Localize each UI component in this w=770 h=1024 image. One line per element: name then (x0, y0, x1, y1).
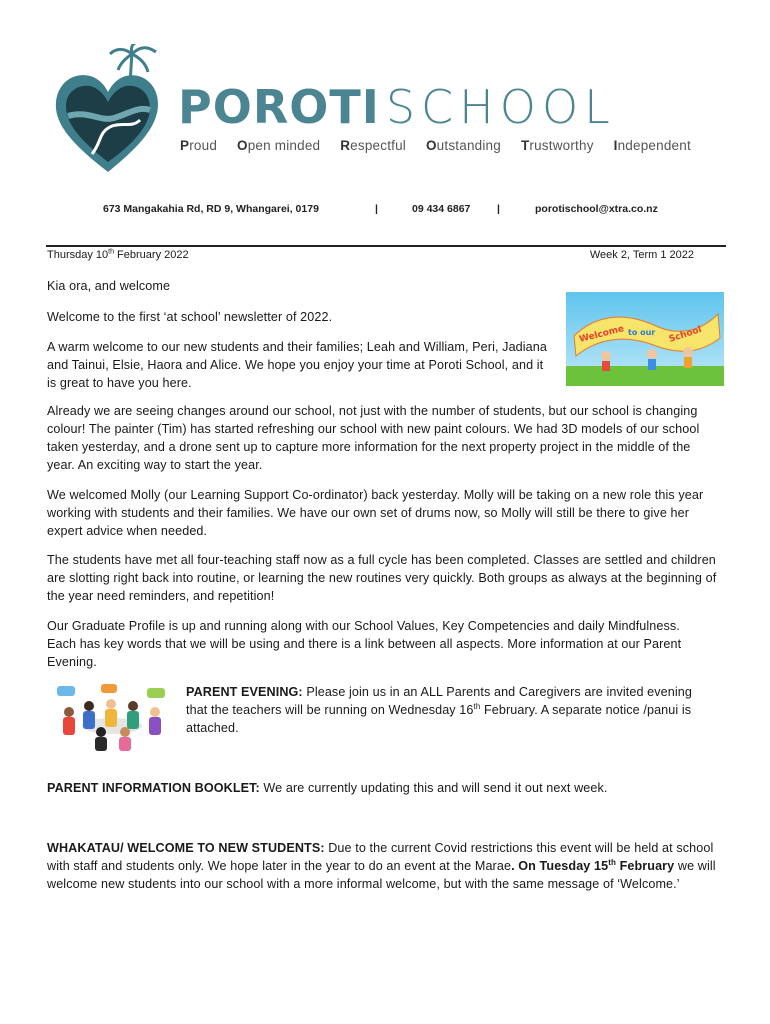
paragraph-changes: Already we are seeing changes around our school, not just with the number of students, but our school is changing colour! The painter (Tim) has started refreshing our school with new paint colours. We had 3D models of our school taken yesterday, and a drone sent up to capture more information for the next property project in the middle of the year. An exciting way to start the year. (47, 404, 700, 472)
newsletter-date: Thursday 10th February 2022 (47, 248, 189, 261)
term-week: Week 2, Term 1 2022 (589, 249, 694, 261)
email-link[interactable]: porotischool@xtra.co.nz (535, 203, 658, 215)
value-outstanding: Outstanding (425, 138, 501, 153)
greeting: Kia ora, and welcome (47, 279, 171, 293)
whakatau-heading: WHAKATAU/ WELCOME TO NEW STUDENTS: (47, 841, 325, 855)
value-respectful: Respectful (340, 138, 407, 153)
paragraph-graduate-profile: Our Graduate Profile is up and running along with our School Values, Key Competencies and daily Mindfulness. Each has key words that we will be using and there is a link between all aspects. More information at our Parent Evening. (47, 619, 682, 669)
separator-1: | (375, 203, 378, 215)
whakatau-notice: WHAKATAU/ WELCOME TO NEW STUDENTS: Due to the current Covid restrictions this event will be held at school with staff and students only. We hope later in the year to do an event at the Marae. On Tuesday 15th February we will welcome new students into our school with a more informal welcome, but with the same message of ‘Welcome.’ (47, 841, 716, 891)
value-independent: Independent (613, 138, 691, 153)
svg-text:to our: to our (628, 328, 656, 337)
booklet-notice: PARENT INFORMATION BOOKLET: We are currently updating this and will send it out next week. (47, 781, 608, 795)
booklet-heading: PARENT INFORMATION BOOKLET: (47, 781, 260, 795)
value-proud: Proud (180, 138, 218, 153)
school-logo (52, 44, 164, 176)
value-trustworthy: Trustworthy (520, 138, 594, 153)
phone: 09 434 6867 (412, 203, 471, 215)
welcome-to-our-school-image (566, 292, 724, 386)
school-name-light: SCHOOL (385, 80, 616, 134)
paragraph-molly: We welcomed Molly (our Learning Support Co-ordinator) back yesterday. Molly will be taking on a new role this year working with students and their families. We have our own set of drums now, so Molly will still be there to give her expert advice when needed. (47, 488, 704, 538)
paragraph-teaching-staff: The students have met all four-teaching staff now as a full cycle has been completed. Classes are settled and children are slotting right back into routine, or learning the new routines very quickly. Both groups as always at the beginning of the year need reminders, and repetition! (47, 553, 717, 603)
paragraph-intro: Welcome to the first ‘at school’ newsletter of 2022. (47, 310, 333, 324)
school-name-bold: POROTI (178, 80, 380, 134)
school-name (178, 80, 616, 134)
parent-evening-heading: PARENT EVENING: (186, 685, 303, 699)
value-open-minded: Open minded (237, 138, 321, 153)
svg-text:Welcome: Welcome (578, 324, 626, 345)
parent-evening-notice: PARENT EVENING: Please join us in an ALL Parents and Caregivers are invited evening that the teachers will be running on Wednesday 16th February. A separate notice /panui is attached. (186, 685, 692, 735)
separator-2: | (497, 203, 500, 215)
school-values (180, 138, 707, 153)
address: 673 Mangakahia Rd, RD 9, Whangarei, 0179 (103, 203, 319, 215)
paragraph-new-students: A warm welcome to our new students and their families; Leah and William, Peri, Jadiana and Tainui, Elsie, Haora and Alice. We hope you enjoy your time at Poroti School, and it is great to have you here. (47, 340, 547, 390)
svg-text:School: School (667, 324, 703, 345)
header-divider (46, 245, 726, 247)
parent-meeting-image (47, 682, 177, 752)
